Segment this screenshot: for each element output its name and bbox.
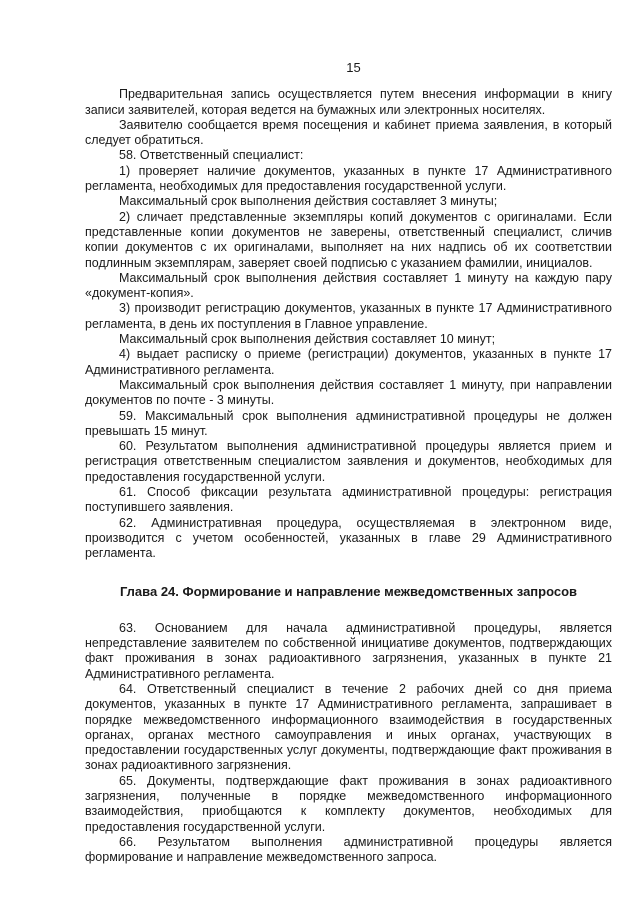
- paragraph: 64. Ответственный специалист в течение 2 рабочих дней со дня приема документов, указанных в пункте 17 Административного регламента, запрашивает в порядке межведомственного информационного взаимодействия в государственных органах, органах местного самоуправления и иных органах, участвующих в предоставлении государственных услуг документы, подтверждающие факт проживания в зонах радиоактивного загрязнения.: [85, 681, 612, 773]
- paragraph: 3) производит регистрацию документов, указанных в пункте 17 Административного регламента, в день их поступления в Главное управление.: [85, 301, 612, 331]
- paragraph: Максимальный срок выполнения действия составляет 1 минуту, при направлении документов по почте - 3 минуты.: [85, 377, 612, 408]
- paragraph: 61. Способ фиксации результата административной процедуры: регистрация поступившего заявления.: [85, 485, 612, 515]
- paragraph: Предварительная запись осуществляется путем внесения информации в книгу записи заявителей, которая ведется на бумажных или электронных носителях.: [85, 87, 612, 117]
- section-top: [85, 87, 612, 561]
- paragraph: 63. Основанием для начала административной процедуры, является непредставление заявителем по собственной инициативе документов, подтверждающих факт проживания в зонах радиоактивного загрязнения, указанных в пункте 21 Административного регламента.: [85, 620, 612, 681]
- paragraph: Заявителю сообщается время посещения и кабинет приема заявления, в который следует обратиться.: [85, 117, 612, 148]
- paragraph: 1) проверяет наличие документов, указанных в пункте 17 Административного регламента, необходимых для предоставления государственной услуги.: [85, 163, 612, 194]
- section-bottom: [85, 621, 612, 866]
- paragraph: 60. Результатом выполнения административной процедуры является прием и регистрация ответственным специалистом заявления и документов, необходимых для предоставления государственной услуги.: [85, 439, 612, 484]
- paragraph: Максимальный срок выполнения действия составляет 1 минуту на каждую пару «документ-копия».: [85, 270, 612, 301]
- paragraph: 2) сличает представленные экземпляры копий документов с оригиналами. Если представленные копии документов не заверены, ответственный специалист, сличив копии документов с их оригиналами, выполняет на них надпись об их соответствии подлинным экземплярам, заверяет своей подписью с указанием фамилии, инициалов.: [85, 209, 612, 270]
- paragraph: 62. Административная процедура, осуществляемая в электронном виде, производится с учетом особенностей, указанных в главе 29 Административного регламента.: [85, 515, 612, 561]
- paragraph: 65. Документы, подтверждающие факт проживания в зонах радиоактивного загрязнения, полученные в порядке межведомственного информационного взаимодействия, приобщаются к комплекту документов, необходимых для предоставления государственной услуги.: [85, 773, 612, 834]
- paragraph: 4) выдает расписку о приеме (регистрации) документов, указанных в пункте 17 Административного регламента.: [85, 347, 612, 377]
- paragraph: Максимальный срок выполнения действия составляет 10 минут;: [119, 332, 496, 347]
- document-page: [85, 60, 612, 866]
- paragraph: 66. Результатом выполнения административной процедуры является формирование и направление межведомственного запроса.: [85, 834, 612, 865]
- chapter-heading: Глава 24. Формирование и направление межведомственных запросов: [119, 583, 578, 599]
- paragraph: 59. Максимальный срок выполнения административной процедуры не должен превышать 15 минут.: [85, 408, 612, 438]
- paragraph: Максимальный срок выполнения действия составляет 3 минуты;: [119, 194, 498, 209]
- paragraph: 58. Ответственный специалист:: [119, 148, 304, 163]
- page-number: 15: [346, 60, 361, 75]
